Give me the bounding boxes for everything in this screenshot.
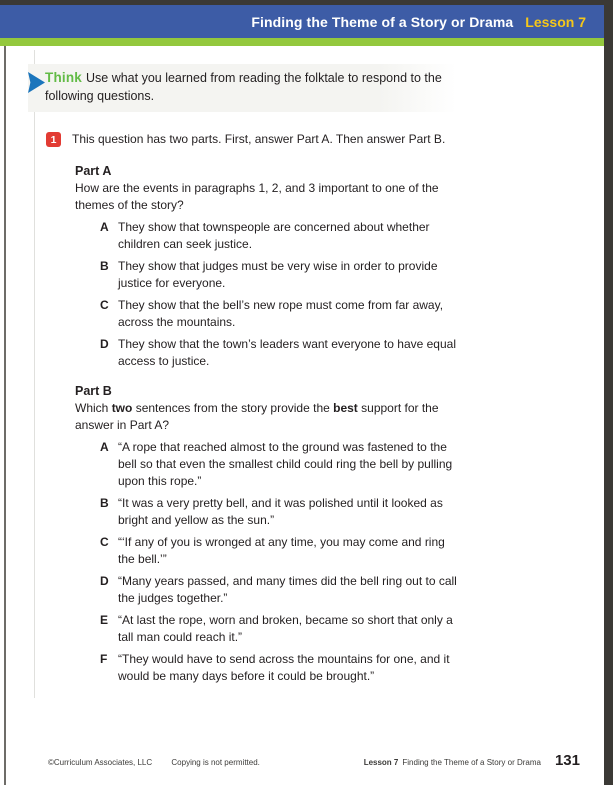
page-header (0, 5, 613, 38)
question-1 (46, 131, 604, 148)
part-b-option-b (100, 495, 475, 529)
option-text: They show that judges must be very wise in order to provide justice for everyone. (118, 259, 438, 290)
scan-left-edge (4, 46, 6, 785)
option-letter: A (100, 220, 109, 234)
stem-segment: support for the answer in Part A? (75, 401, 439, 432)
part-b-section (75, 383, 475, 685)
stem-segment-bold: best (333, 401, 358, 415)
part-a-option-b (100, 258, 475, 292)
option-text: They show that the town’s leaders want everyone to have equal access to justice. (118, 337, 456, 368)
copying-text: Copying is not permitted. (171, 758, 260, 767)
footer-lesson-group (364, 752, 580, 769)
lesson-badge: Lesson 7 (525, 13, 586, 30)
option-text: “‘If any of you is wronged at any time, you may come and ring the bell.’” (118, 535, 445, 566)
option-letter: C (100, 298, 109, 312)
part-b-option-a (100, 439, 475, 490)
stem-segment: sentences from the story provide the (132, 401, 334, 415)
option-text: “At last the rope, worn and broken, became so short that only a tall man could reach it.” (118, 613, 453, 644)
option-text: They show that townspeople are concerned about whether children can seek justice. (118, 220, 430, 251)
part-b-option-e (100, 612, 475, 646)
copyright-text: ©Curriculum Associates, LLC (48, 758, 153, 767)
part-b-stem (75, 400, 475, 434)
part-a-option-c (100, 297, 475, 331)
option-letter: F (100, 652, 108, 666)
part-b-option-f (100, 651, 475, 685)
option-text: They show that the bell’s new rope must come from far away, across the mountains. (118, 298, 444, 329)
option-letter: D (100, 337, 109, 351)
scan-right-edge (604, 0, 613, 785)
green-stripe (0, 38, 613, 46)
option-letter: B (100, 259, 109, 273)
think-text: Use what you learned from reading the folktale to respond to the following questions. (45, 71, 442, 103)
part-b-option-c (100, 534, 475, 568)
part-a-section (75, 163, 475, 370)
question-number-badge: 1 (46, 132, 61, 147)
option-text: “It was a very pretty bell, and it was polished until it looked as bright and yellow as the sun.” (118, 496, 443, 527)
option-letter: C (100, 535, 109, 549)
part-a-option-d (100, 336, 475, 370)
option-text: “A rope that reached almost to the ground was fastened to the bell so that even the smallest child could ring the bell by pulling upon this rope.” (118, 440, 453, 488)
part-a-stem: How are the events in paragraphs 1, 2, and 3 important to one of the themes of the story? (75, 181, 439, 212)
footer-copyright-group (48, 758, 260, 767)
scan-top-edge (0, 0, 613, 5)
part-b-option-d (100, 573, 475, 607)
stem-segment: Which (75, 401, 112, 415)
think-instructions (45, 69, 446, 105)
option-letter: E (100, 613, 109, 627)
part-a-option-a (100, 219, 475, 253)
page-footer (48, 752, 580, 769)
option-letter: B (100, 496, 109, 510)
stem-segment-bold: two (111, 401, 133, 415)
footer-lesson-title: Finding the Theme of a Story or Drama (402, 758, 541, 767)
page-title: Finding the Theme of a Story or Drama (251, 13, 514, 30)
page-content (0, 46, 604, 685)
option-letter: D (100, 574, 109, 588)
option-text: “Many years passed, and many times did the bell ring out to call the judges together.” (118, 574, 457, 605)
part-b-title: Part B (75, 384, 112, 398)
think-label: Think (45, 70, 82, 85)
option-letter: A (100, 440, 109, 454)
think-section (28, 64, 456, 112)
part-a-title: Part A (75, 164, 112, 178)
question-stem: This question has two parts. First, answer Part A. Then answer Part B. (72, 132, 446, 146)
footer-lesson-number: Lesson 7 (363, 758, 399, 767)
option-text: “They would have to send across the mountains for one, and it would be many days before it could be brought.” (118, 652, 450, 683)
think-arrow-icon (28, 72, 45, 93)
page-number: 131 (554, 752, 580, 769)
